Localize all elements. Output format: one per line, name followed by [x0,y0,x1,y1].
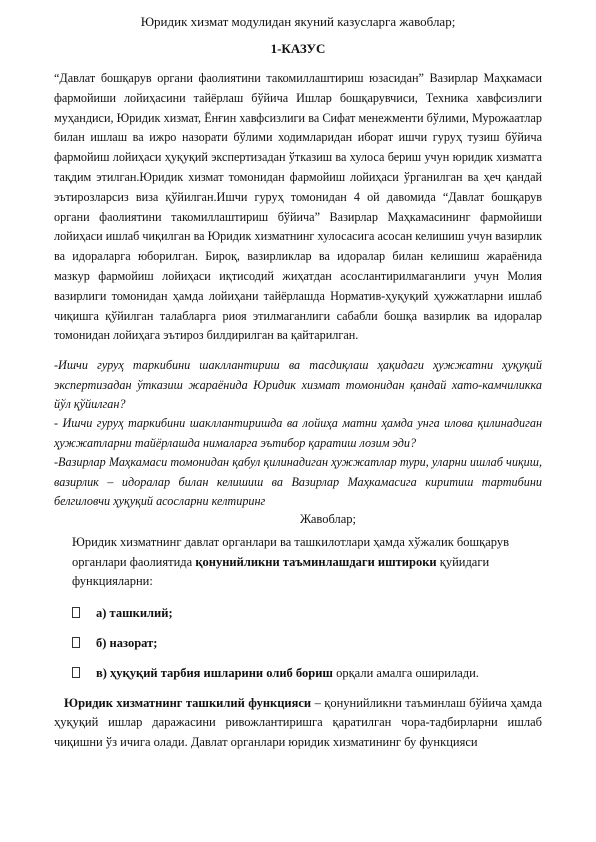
function-label: б) назорат; [96,635,158,650]
bullet-icon [72,667,80,678]
closing-emphasis: Юридик хизматнинг ташкилий функцияси [64,695,312,710]
question-2: - Ишчи гуруҳ таркибини шакллантиришда ва лойиҳа матни ҳамда унга илова қилинадиган ҳужжатларни тайёрлашда нималарга эътибор қаратиш лозим эди? [54,416,542,450]
case-text: “Давлат бошқарув органи фаолиятини такомиллаштириш юзасидан” Вазирлар Маҳкамаси фармойиши лойиҳасини тайёрлаш бўйича Ишлар бошқарувчиси, Техника хавфсизлиги муҳандиси, Юридик хизмат, Ёнғин хавфсизлиги ва Сифат менежменти бўлими, Мурожаатлар билан ишлаш ва ижро назорати бўлими ходимларидан иборат ишчи гуруҳ тузиш бўйича фармойиш лойиҳаси ҳуқуқий экспертизадан ўтказиш ва хулоса бериш учун юридик хизматга тақдим этилган.Юридик хизмат томонидан фармойиш лойиҳаси ўрганилган ва ҳеч қандай эътирозларсиз виза қўйилган.Ишчи гуруҳ томонидан 4 ой давомида “Давлат бошқарув органи фаолиятини такомиллаштириш бўйича” Вазирлар Маҳкамасининг фармойиши лойиҳаси ишлаб чиқилган ва Юридик хизматнинг хулосасига асосан келишиш учун вазирлик ва идораларга юборилган. Бироқ, вазирликлар ва идоралар билан келишиш жараёнида мазкур фармойиш лойиҳаси иқтисодий жиҳатдан асослантирилмаганлиги учун Молия вазирлиги томонидан ҳамда лойиҳани тайёрлашда Норматив-ҳуқуқий ҳужжатларни ишлаб чиқишга қўйилган талабларга риоя этилмаганлиги сабабли бошқа вазирлик ва идоралар томонидан лойиҳага эътироз билдирилган ва қайтарилган. [54,71,542,343]
bullet-icon [72,607,80,618]
document-heading: Юридик хизмат модулидан якуний казусларга жавоблар; [140,14,456,29]
function-label: а) ташкилий; [96,605,173,620]
closing-paragraph [54,694,542,753]
answer-intro [72,533,542,592]
function-item [54,658,542,688]
answer-intro-emphasis: қонунийликни таъминлашдаги иштироки [195,554,437,569]
closing-text: – қонунийликни таъминлаш бўйича ҳамда ҳуқуқий ишлар даражасини ривожлантиришга қаратилган чора-тадбирларни ишлаб чиқишни ўз ичига олади. Давлат органлари юридик хизматининг бу функцияси [54,695,542,749]
function-label: в) ҳуқуқий тарбия ишларини олиб бориш [96,665,333,680]
bullet-icon [72,637,80,648]
answer-intro-text: Юридик хизматнинг давлат органлари ва ташкилотлари ҳамда хўжалик бошқарув органлари фаолиятида [72,535,510,569]
question-1: -Ишчи гуруҳ таркибини шакллантириш ва тасдиқлаш ҳақидаги ҳужжатни ҳуқуқий экспертизадан ўтказиш жараёнида Юридик хизмат томонидан қандай хато-камчиликка йўл қўйилган? [54,358,542,411]
answer-intro-tail: қуйидаги функцияларни: [72,554,490,589]
questions-block [54,356,542,511]
case-title: 1-КАЗУС [270,41,326,56]
question-3: -Вазирлар Маҳкамаси томонидан қабул қилинадиган ҳужжатлар тури, уларни ишлаб чиқиш, вазирлик – идоралар билан келишиш ва Вазирлар Маҳкамасига киритиш тартибини белгиловчи ҳуқуқий асосларни келтиринг [54,455,542,508]
function-item [54,628,542,658]
function-item [54,598,542,628]
answers-heading: Жавоблар; [299,512,357,527]
functions-list [54,598,542,688]
function-rest: орқали амалга оширилади. [332,665,479,680]
